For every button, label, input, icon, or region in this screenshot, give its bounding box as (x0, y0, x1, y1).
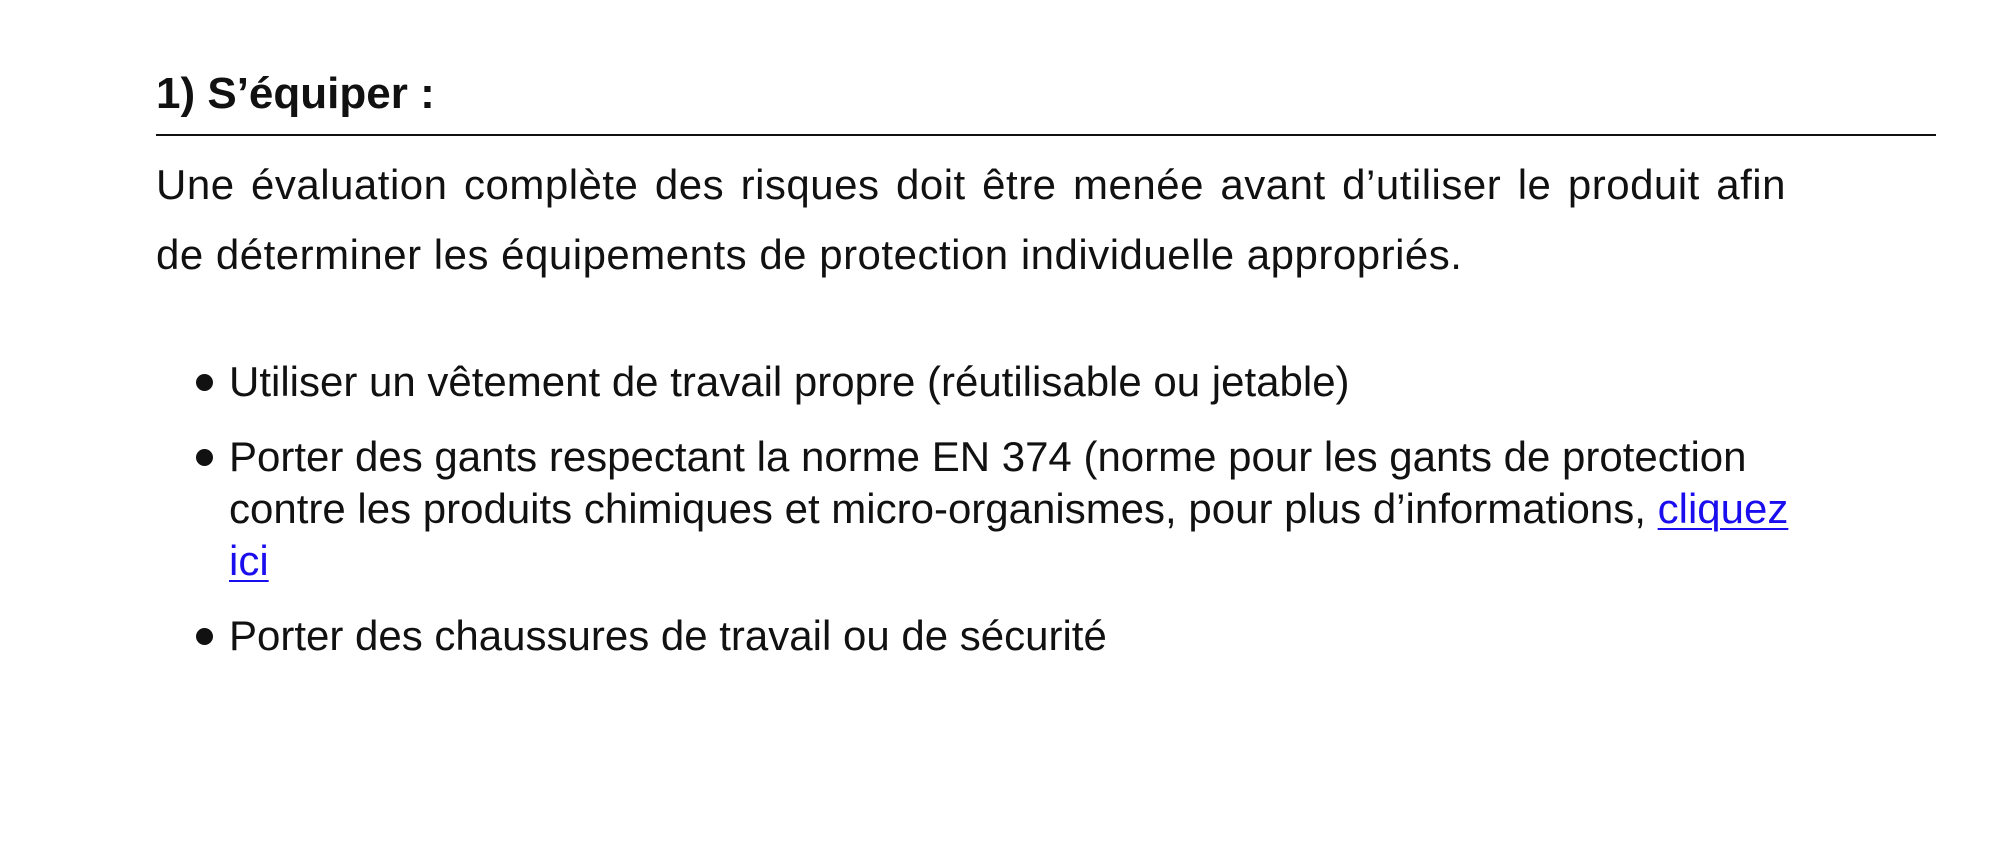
section-heading: 1) S’équiper : (156, 64, 1936, 136)
equipment-list (156, 356, 1936, 662)
more-info-link[interactable]: cliquez ici (229, 485, 1789, 584)
list-item-gloves (156, 431, 1789, 587)
list-item-shoes (156, 610, 1789, 662)
list-item-text: Utiliser un vêtement de travail propre (réutilisable ou jetable) (229, 358, 1350, 405)
bullet-icon (196, 628, 213, 645)
intro-paragraph: Une évaluation complète des risques doit être menée avant d’utiliser le produit afin de déterminer les équipements de protection individuelle appropriés. (156, 161, 1786, 278)
list-item-text: Porter des chaussures de travail ou de sécurité (229, 612, 1107, 659)
protection-section (156, 64, 1936, 685)
bullet-icon (196, 374, 213, 391)
bullet-icon (196, 449, 213, 466)
list-item-clothing (156, 356, 1789, 408)
list-item-text: Porter des gants respectant la norme EN 374 (norme pour les gants de protection contre les produits chimiques et micro-organismes, pour plus d’informations, (229, 433, 1747, 532)
